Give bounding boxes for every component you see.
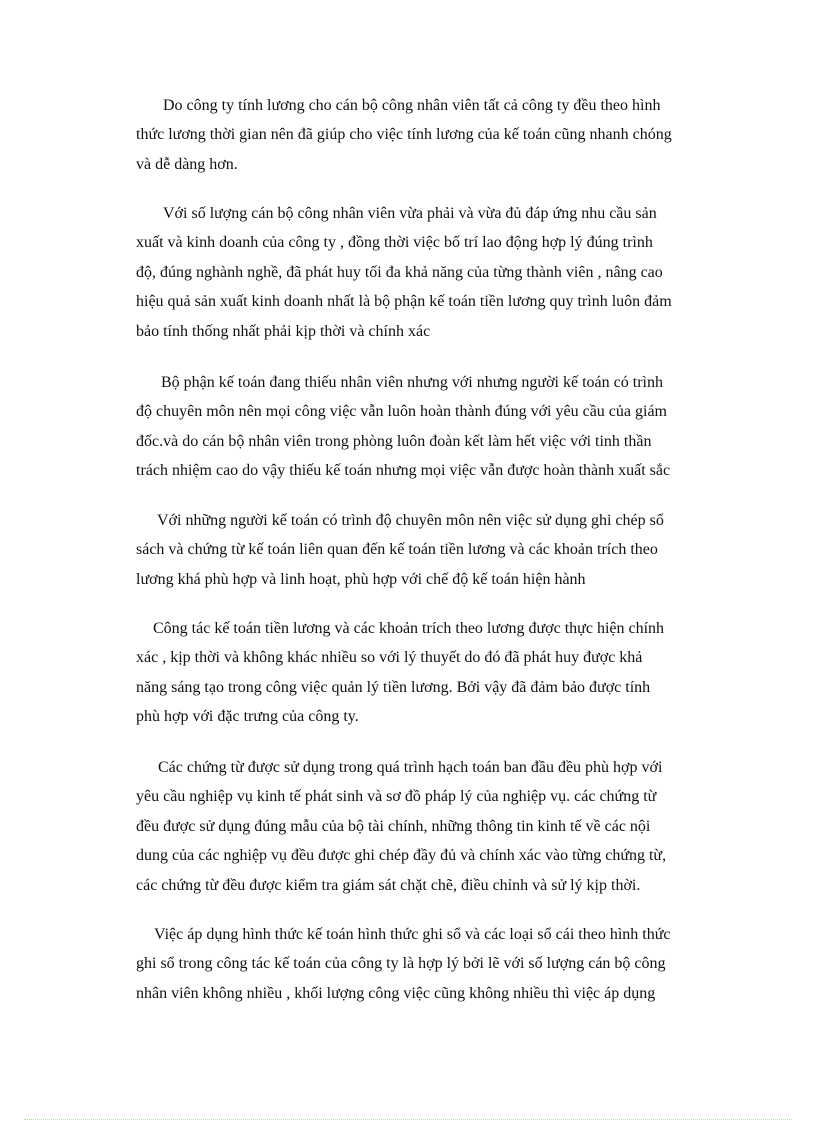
text-line: Các chứng từ được sử dụng trong quá trình hạch toán ban đầu đều phù hợp với	[158, 759, 663, 776]
text-line: hiệu quả sản xuất kinh doanh nhất là bộ phận kế toán tiền lương quy trình luôn đảm	[136, 293, 672, 311]
paragraph-7	[136, 920, 756, 1008]
text-line: Bộ phận kế toán đang thiếu nhân viên nhưng với nhưng người kế toán có trình	[161, 374, 663, 391]
text-line: yêu cầu nghiệp vụ kinh tế phát sinh và sơ đồ pháp lý của nghiệp vụ. các chứng từ	[136, 788, 657, 806]
paragraph-1	[136, 91, 756, 179]
paragraph-3	[136, 368, 756, 486]
text-line: nhân viên không nhiều , khối lượng công việc cũng không nhiều thì việc áp dụng	[136, 984, 656, 1002]
text-line: và dễ dàng hơn.	[136, 155, 238, 173]
paragraph-2	[136, 199, 756, 346]
text-line: bảo tính thống nhất phải kịp thời và chính xác	[136, 322, 431, 340]
text-line: đốc.và do cán bộ nhân viên trong phòng luôn đoàn kết làm hết việc với tinh thần	[136, 432, 652, 450]
text-line: trách nhiệm cao do vậy thiếu kế toán nhưng mọi việc vẫn được hoàn thành xuất sắc	[136, 462, 671, 480]
text-line: sách và chứng từ kế toán liên quan đến kế toán tiền lương và các khoản trích theo	[136, 541, 658, 559]
text-line: Với số lượng cán bộ công nhân viên vừa phải và vừa đủ đáp ứng nhu cầu sản	[163, 205, 657, 222]
text-line: thức lương thời gian nên đã giúp cho việc tính lương của kế toán cũng nhanh chóng	[136, 126, 672, 144]
text-line: ghi sổ trong công tác kế toán của công ty là hợp lý bởi lẽ với số lượng cán bộ công	[136, 955, 666, 973]
paragraph-6	[136, 753, 756, 900]
paragraph-5	[136, 614, 756, 732]
text-line: độ, đúng nghành nghề, đã phát huy tối đa khả năng của từng thành viên , nâng cao	[136, 263, 663, 281]
paragraph-4	[136, 506, 756, 594]
text-line: đều được sử dụng đúng mẫu của bộ tài chính, những thông tin kinh tế về các nội	[136, 817, 651, 835]
text-line: lương khá phù hợp và linh hoạt, phù hợp với chế độ kế toán hiện hành	[136, 570, 586, 588]
text-line: phù hợp với đặc trưng của công ty.	[136, 708, 359, 726]
page-bottom-divider	[24, 1119, 792, 1120]
text-line: dung của các nghiệp vụ đều được ghi chép đầy đủ và chính xác vào từng chứng từ,	[136, 847, 667, 865]
text-line: Công tác kế toán tiền lương và các khoản trích theo lương được thực hiện chính	[153, 620, 665, 637]
text-line: xác , kịp thời và không khác nhiều so với lý thuyết do đó đã phát huy được khả	[136, 649, 643, 667]
text-line: năng sáng tạo trong công việc quản lý tiền lương. Bởi vậy đã đảm bảo được tính	[136, 678, 651, 696]
text-line: độ chuyên môn nên mọi công việc vẫn luôn hoàn thành đúng với yêu cầu của giám	[136, 403, 667, 421]
text-line: Việc áp dụng hình thức kế toán hình thức ghi sổ và các loại sổ cái theo hình thức	[154, 926, 671, 943]
text-line: xuất và kinh doanh của công ty , đồng thời việc bố trí lao động hợp lý đúng trình	[136, 234, 653, 252]
text-line: Với những người kế toán có trình độ chuyên môn nên việc sử dụng ghi chép sổ	[157, 512, 664, 529]
text-line: Do công ty tính lương cho cán bộ công nhân viên tất cả công ty đều theo hình	[163, 97, 661, 114]
text-line: các chứng từ đều được kiểm tra giám sát chặt chẽ, điều chỉnh và sử lý kịp thời.	[136, 876, 641, 894]
